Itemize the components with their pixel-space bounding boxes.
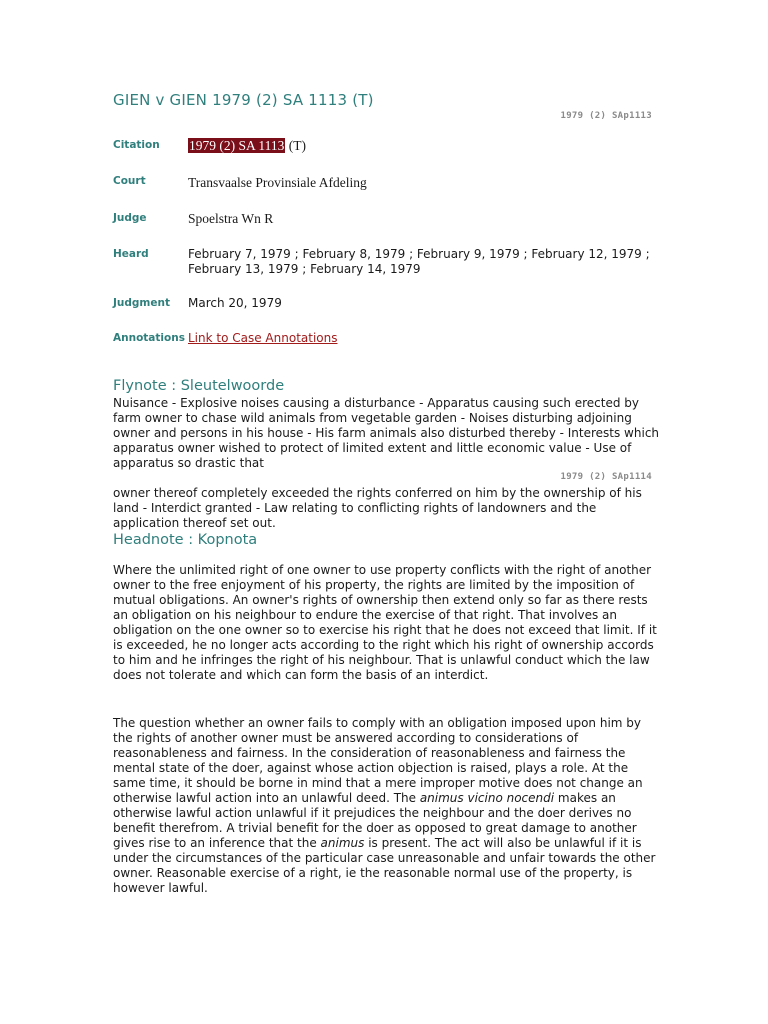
page-reference: 1979 (2) SAp1114 <box>560 472 652 482</box>
citation-label: Citation <box>113 139 160 151</box>
judge-value: Spoelstra Wn R <box>188 211 274 226</box>
annotations-label: Annotations <box>113 332 185 344</box>
judge-label: Judge <box>113 212 147 224</box>
latin-term: animus <box>320 836 365 850</box>
case-annotations-link[interactable]: Link to Case Annotations <box>188 331 338 345</box>
heard-label: Heard <box>113 248 149 260</box>
citation-suffix: (T) <box>285 138 307 153</box>
headnote-paragraph: Where the unlimited right of one owner to use property conflicts with the right of another owner to the free enjoyment of his property, the rights are limited by the imposition of mutual obligations. An owner's rights of ownership then extend only so far as there rests an obligation on his neighbour to endure the exercise of that right. That involves an obligation on the one owner so to exercise his right that he does not exceed that limit. If it is exceeded, he no longer acts according to the right which his right of ownership accords to him and he infringes the right of his neighbour. That is unlawful conduct which the law does not tolerate and which can form the basis of an interdict. <box>113 563 657 682</box>
judgment-value: March 20, 1979 <box>188 296 282 310</box>
flynote-text-part1: Nuisance - Explosive noises causing a disturbance - Apparatus causing such erected by farm owner to chase wild animals from vegetable garden - Noises disturbing adjoining owner and persons in his house - His farm animals also disturbed thereby - Interests which apparatus owner wished to protect of limited extent and little economic value - Use of apparatus so drastic that <box>113 396 660 470</box>
flynote-heading: Flynote : Sleutelwoorde <box>113 378 285 394</box>
court-value: Transvaalse Provinsiale Afdeling <box>188 175 367 190</box>
headnote-heading: Headnote : Kopnota <box>113 532 258 548</box>
heard-value: February 7, 1979 ; February 8, 1979 ; February 9, 1979 ; February 12, 1979 ; February 13, 1979 ; February 14, 1979 <box>188 247 650 276</box>
citation-link[interactable]: 1979 (2) SA 1113 <box>189 138 285 153</box>
flynote-text-part2: owner thereof completely exceeded the rights conferred on him by the ownership of his land - Interdict granted - Law relating to conflicting rights of landowners and the application thereof set out. <box>113 486 642 530</box>
court-label: Court <box>113 175 146 187</box>
page-reference: 1979 (2) SAp1113 <box>560 111 652 121</box>
latin-term: animus vicino nocendi <box>419 791 555 805</box>
judgment-label: Judgment <box>113 297 170 309</box>
citation-value <box>188 138 306 154</box>
headnote-paragraph: The question whether an owner fails to comply with an obligation imposed upon him by the rights of another owner must be answered according to considerations of reasonableness and fairness. In the consideration of reasonableness and fairness the mental state of the doer, against whose action objection is raised, plays a role. At the same time, it should be borne in mind that a mere improper motive does not change an otherwise lawful action into an unlawful deed. The animus vicino nocendi makes an otherwise lawful action unlawful if it prejudices the neighbour and the doer derives no benefit therefrom. A trivial benefit for the doer as opposed to great damage to another gives rise to an inference that the animus is present. The act will also be unlawful if it is under the circumstances of the particular case unreasonable and unfair towards the other owner. Reasonable exercise of a right, ie the reasonable normal use of the property, is however lawful. <box>113 716 656 895</box>
page-title: GIEN v GIEN 1979 (2) SA 1113 (T) <box>113 91 374 109</box>
